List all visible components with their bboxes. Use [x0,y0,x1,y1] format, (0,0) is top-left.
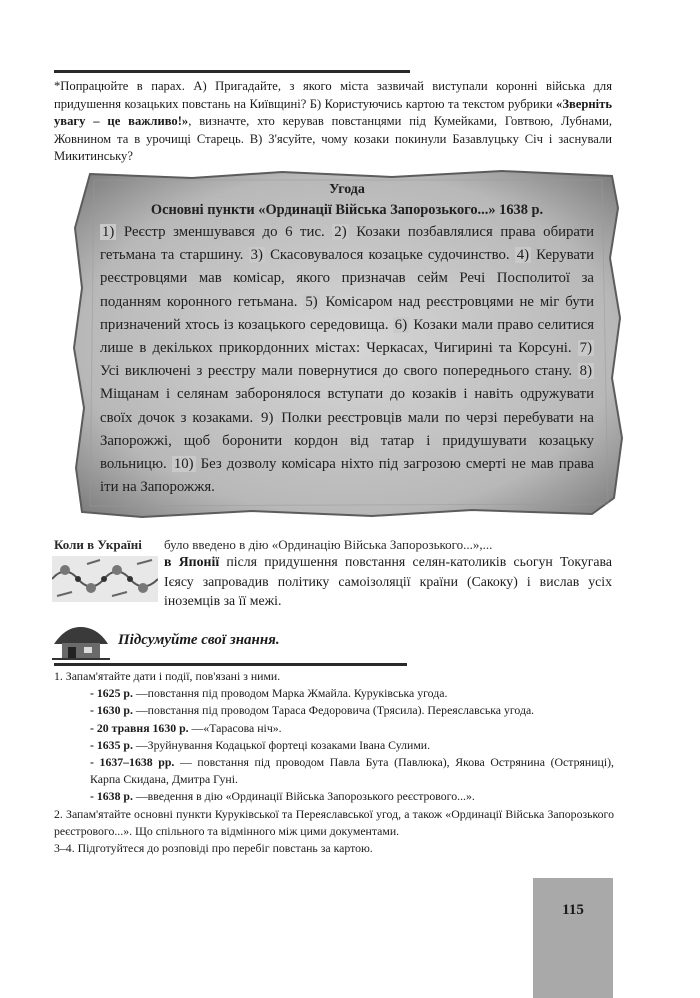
world-text: після придушення повстання селян-католиків сьогун Токугава Ієясу запровадив політику самоізоляції країни (Сакоку) і вислав усіх іноземців за її межі. [164,554,612,608]
summary-title: Підсумуйте свої знання. [118,632,280,648]
top-divider [54,70,410,73]
page-number-box [533,878,613,998]
task-bold-rubric: «Зверніть увагу – це важливо!» [54,96,612,129]
document-subtitle: Основні пункти «Ординації Війська Запорозького...» 1638 р. [150,202,544,218]
point-text: Комісаром над реєстровцями не міг бути призначений хтось із козацького середовища. [100,293,595,333]
point-text: Міщанам і селянам заборонялося вступати до козаків і навіть одружувати своїх дочок з козаками. [100,386,594,426]
point-text: Козаки позбавлялися права обирати гетьмана та старшину. [100,224,594,264]
date: - 1630 р. [90,703,133,718]
document-text [100,180,594,499]
event: —повстання під проводом Тараса Федоровича (Трясила). Переяславська угода. [132,703,535,718]
page-number: 115 [562,902,584,918]
point-number: 4) [516,247,530,264]
event: —Зруйнування Кодацької фортеці козаками Івана Сулими. [132,737,431,752]
event: — повстання під проводом Павла Бута (Павлюка), Якова Острянина (Остряниці), Карпа Скидана, Дмитра Гуні. [90,755,614,787]
pair-work-task [54,78,612,166]
point-text: Без дозволу комісара ніхто під загрозою смерті не мав права іти на Запорожжя. [100,456,594,496]
point-number: 9) [261,409,274,426]
date: - 1637–1638 рр. [90,755,175,770]
point-number: 8) [579,363,592,380]
point-number: 3) [250,247,263,264]
point-number: 6) [394,316,408,333]
event: —введення в дію «Ординації Війська Запорозького реєстрового...». [132,789,475,804]
point-number: 10) [173,456,194,473]
point-number: 2) [334,224,347,240]
date: - 1638 р. [90,789,133,804]
point-number: 5) [305,293,318,310]
world-country: Японії [178,554,220,569]
date-item [54,685,614,702]
task-tail: , визначте, хто керував повстанцями під Кумейками, Говтвою, Лубнами, Жовнином та в урочищі Старець. В) З'ясуйте, чому козаки покинули Базавлуцьку Січ і заснували Микитинську? [54,114,612,164]
document-points [100,221,594,499]
point-number: 7) [579,340,592,357]
question-1: 1. Запам'ятайте дати і події, пов'язані з ними. [54,669,281,683]
point-text: Козаки мали право селитися лише в декількох прикордонних містах: Черкасах, Чигирині та Корсуні. [100,316,595,357]
question-3-4: 3–4. Підготуйтеся до розповіді про перебіг повстань за картою. [54,841,373,856]
event: —«Тарасова ніч». [188,720,282,735]
point-text: Усі виключені з реєстру мали повернутися до свого попереднього стану. [100,363,578,380]
hut-icon [52,624,110,660]
point-number: 1) [102,224,115,240]
summary-questions [54,668,614,857]
date-item [54,754,614,788]
point-text: Скасовувалося козацьке судочинство. [264,247,515,264]
document-title: Угода [329,182,365,197]
date-item [54,788,614,805]
summary-divider [54,663,407,666]
date: - 1635 р. [90,737,133,752]
world-prefix: в [164,554,179,569]
point-text: Реєстр зменшувався до 6 тис. [116,224,333,240]
date: - 20 травня 1630 р. [90,720,189,735]
point-text: Керувати реєстровцями мав комісар, якого призначав сейм Речі Посполитої за поданням коронного гетьмана. [100,247,594,310]
date-item [54,720,614,737]
task-lead: *Попрацюйте в парах. А) Пригадайте, з якого міста зазвичай виступали коронні війська для придушення козацьких повстань на Київщині? Б) Користуючись картою та текстом рубрики [54,79,612,111]
point-text: Полки реєстровців мали по черзі перебувати на Запорожжі, щоб боронити кордон від татар і придушувати козацьку вольницю. [100,409,594,473]
date-item [54,737,614,754]
date-item [54,702,614,719]
event: —повстання під проводом Марка Жмайла. Куруківська угода. [132,686,448,701]
question-2: 2. Запам'ятайте основні пункти Куруківської та Переяславської угод, а також «Ординації Війська Запорозького реєстрового...». Що спільного та відмінного між цими документами. [54,806,614,838]
when-in-ukraine-event: було введено в дію «Ординацію Війська Запорозького...»,... [164,537,493,552]
when-in-ukraine-label: Коли в Україні [54,537,142,552]
date: - 1625 р. [90,686,133,701]
folk-ornament-icon [52,556,158,602]
document-parchment [72,168,624,520]
world-parallel-text [164,552,612,611]
